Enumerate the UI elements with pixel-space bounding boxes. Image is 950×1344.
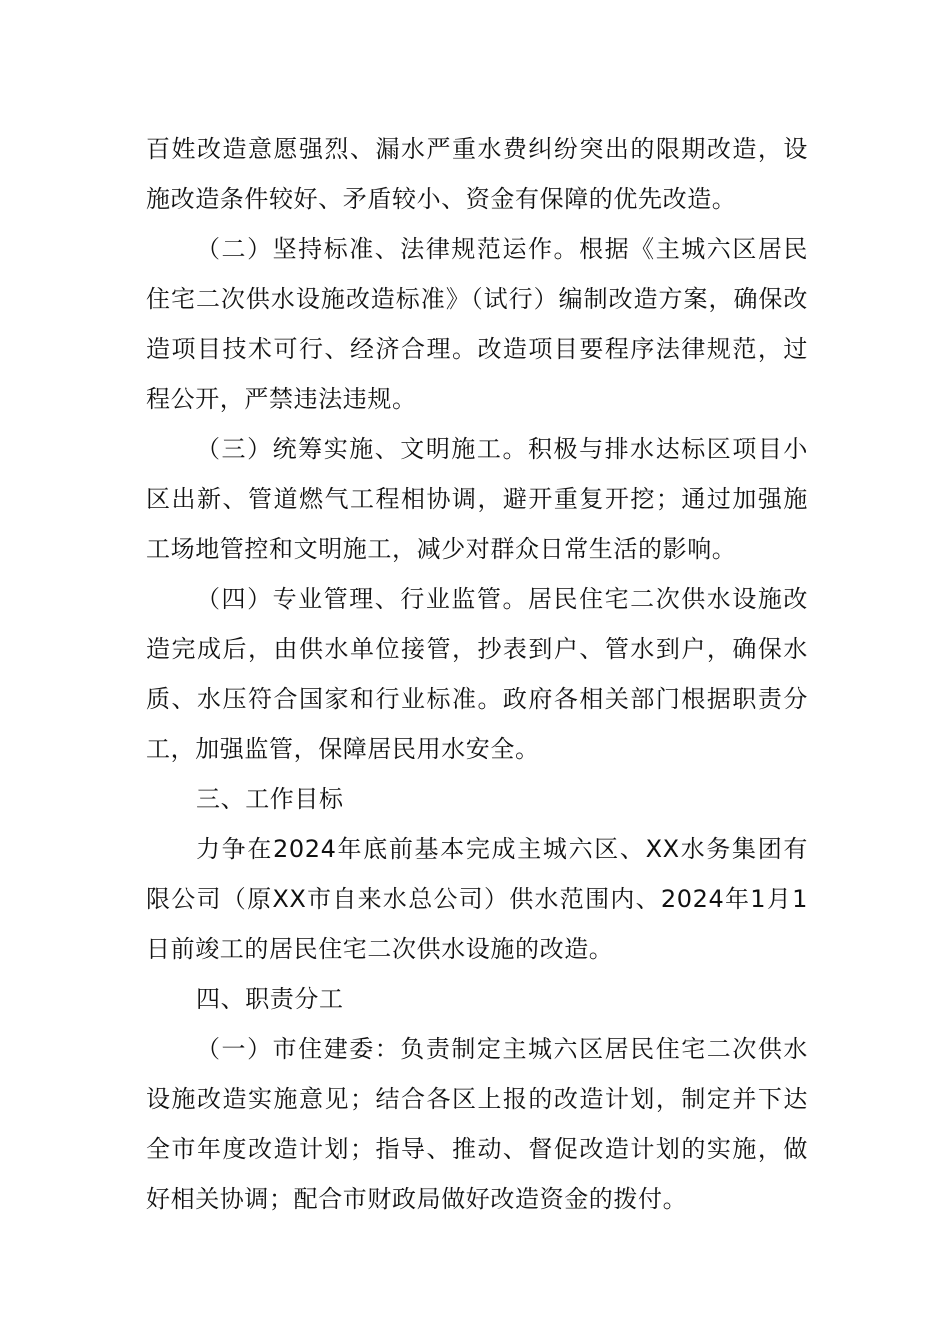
paragraph-principle-4: （四）专业管理、行业监管。居民住宅二次供水设施改造完成后，由供水单位接管，抄表到户、管水到户，确保水质、水压符合国家和行业标准。政府各相关部门根据职责分工，加强监管，保障居民用水安全。 [146, 585, 808, 763]
document-body [146, 124, 808, 1224]
paragraph-1: 百姓改造意愿强烈、漏水严重水费纠纷突出的限期改造，设施改造条件较好、矛盾较小、资金有保障的优先改造。 [146, 135, 808, 213]
section-heading-goals: 三、工作目标 [196, 785, 344, 813]
paragraph-responsibility-1: （一）市住建委：负责制定主城六区居民住宅二次供水设施改造实施意见；结合各区上报的改造计划，制定并下达全市年度改造计划；指导、推动、督促改造计划的实施，做好相关协调；配合市财政局做好改造资金的拨付。 [146, 1035, 808, 1213]
section-heading-responsibilities: 四、职责分工 [196, 985, 344, 1013]
paragraph-principle-2: （二）坚持标准、法律规范运作。根据《主城六区居民住宅二次供水设施改造标准》（试行）编制改造方案，确保改造项目技术可行、经济合理。改造项目要程序法律规范，过程公开，严禁违法违规。 [146, 235, 808, 413]
paragraph-goals: 力争在2024年底前基本完成主城六区、XX水务集团有限公司（原XX市自来水总公司）供水范围内、2024年1月1日前竣工的居民住宅二次供水设施的改造。 [146, 835, 808, 963]
paragraph-principle-3: （三）统筹实施、文明施工。积极与排水达标区项目小区出新、管道燃气工程相协调，避开重复开挖；通过加强施工场地管控和文明施工，减少对群众日常生活的影响。 [146, 435, 808, 563]
